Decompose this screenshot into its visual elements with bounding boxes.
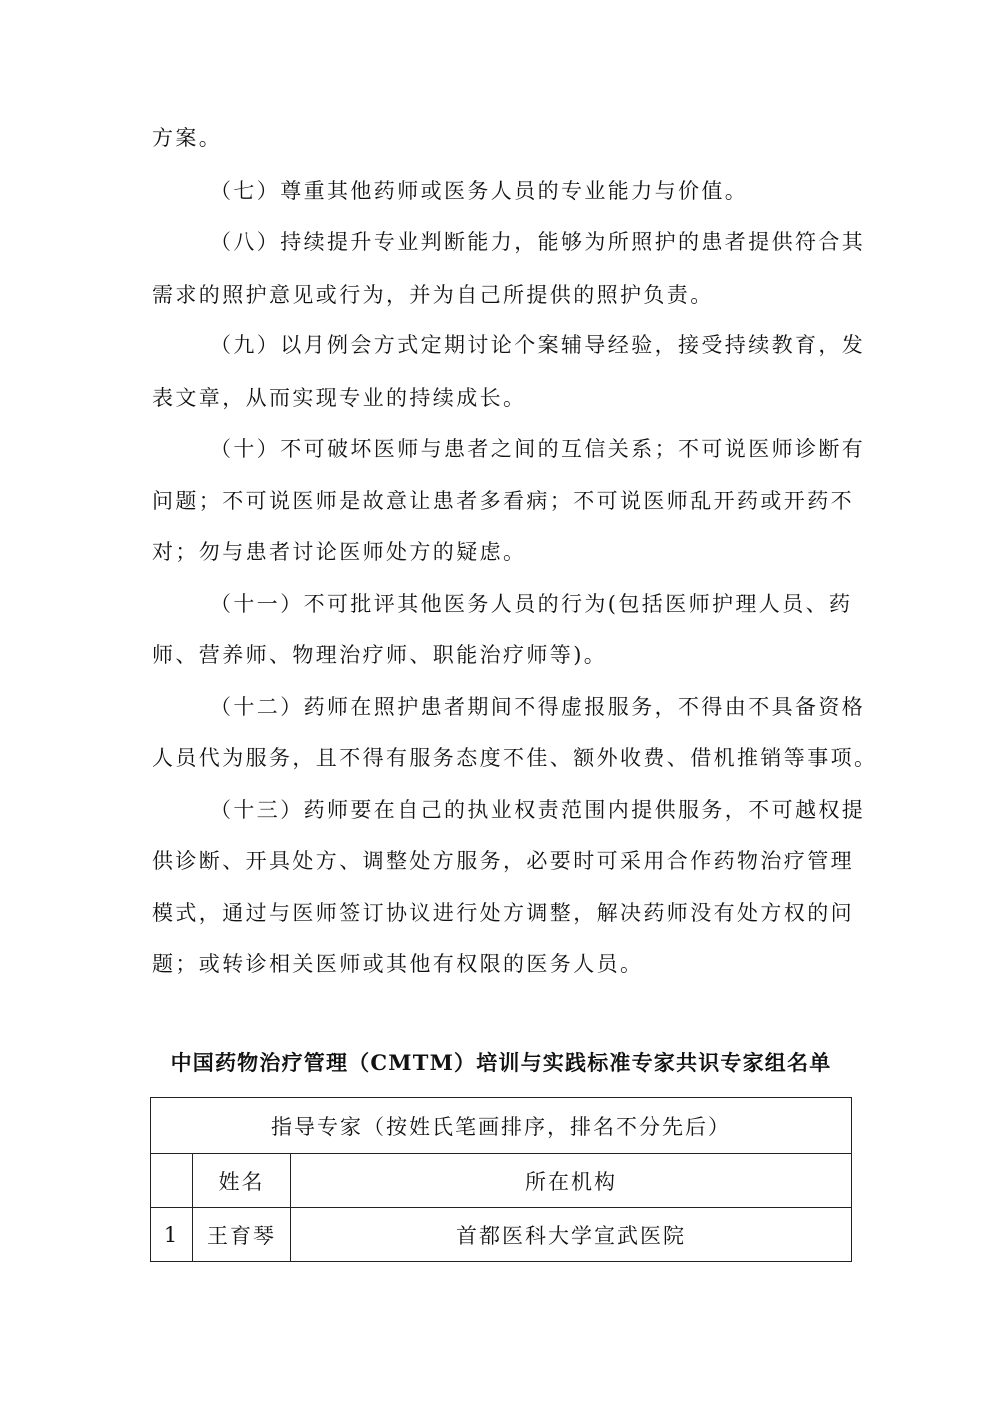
- row-institution: 首都医科大学宣武医院: [291, 1208, 852, 1262]
- paragraph-line: （十）不可破坏医师与患者之间的互信关系；不可说医师诊断有: [210, 437, 866, 461]
- row-index: 1: [151, 1208, 193, 1262]
- paragraph-line: 供诊断、开具处方、调整处方服务，必要时可采用合作药物治疗管理: [152, 849, 854, 873]
- column-header-index: [151, 1154, 193, 1208]
- paragraph-line: 表文章，从而实现专业的持续成长。: [152, 386, 527, 410]
- paragraph-line: 模式，通过与医师签订协议进行处方调整，解决药师没有处方权的问: [152, 901, 854, 925]
- table-header-row: [151, 1154, 852, 1208]
- column-header-institution: 所在机构: [291, 1154, 852, 1208]
- paragraph-line: 方案。: [152, 126, 223, 150]
- paragraph-line: 问题；不可说医师是故意让患者多看病；不可说医师乱开药或开药不: [152, 489, 854, 513]
- paragraph-line: （九）以月例会方式定期讨论个案辅导经验，接受持续教育，发: [210, 333, 866, 357]
- paragraph-line: 师、营养师、物理治疗师、职能治疗师等)。: [152, 643, 608, 667]
- paragraph-line: 题；或转诊相关医师或其他有权限的医务人员。: [152, 952, 644, 976]
- row-name: 王育琴: [193, 1208, 291, 1262]
- paragraph-line: （七）尊重其他药师或医务人员的专业能力与价值。: [210, 179, 749, 203]
- paragraph-line: 人员代为服务，且不得有服务态度不佳、额外收费、借机推销等事项。: [152, 746, 878, 770]
- table-title: 中国药物治疗管理（CMTM）培训与实践标准专家共识专家组名单: [170, 1050, 832, 1075]
- paragraph-line: 对；勿与患者讨论医师处方的疑虑。: [152, 540, 527, 564]
- paragraph-line: 需求的照护意见或行为，并为自己所提供的照护负责。: [152, 283, 714, 307]
- paragraph-line: （十二）药师在照护患者期间不得虚报服务，不得由不具备资格: [210, 695, 866, 719]
- column-header-name: 姓名: [193, 1154, 291, 1208]
- expert-table: [150, 1097, 852, 1262]
- paragraph-line: （十三）药师要在自己的执业权责范围内提供服务，不可越权提: [210, 798, 866, 822]
- paragraph-line: （十一）不可批评其他医务人员的行为(包括医师护理人员、药: [210, 592, 853, 616]
- table-row: [151, 1208, 852, 1262]
- section-header: 指导专家（按姓氏笔画排序，排名不分先后）: [151, 1098, 852, 1154]
- paragraph-line: （八）持续提升专业判断能力，能够为所照护的患者提供符合其: [210, 230, 866, 254]
- table-section-header-row: [151, 1098, 852, 1154]
